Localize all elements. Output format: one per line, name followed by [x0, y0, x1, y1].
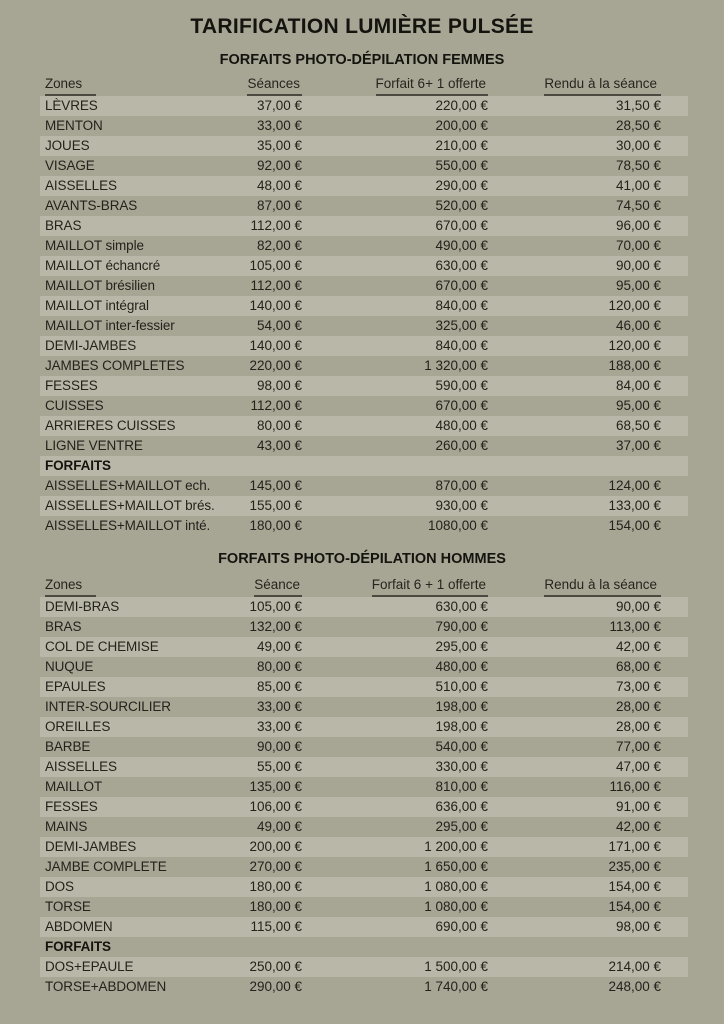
zone-cell: OREILLES: [45, 719, 111, 734]
seance-price-cell: 220,00 €: [249, 358, 302, 373]
table-row: [40, 496, 688, 516]
zone-cell: MAILLOT brésilien: [45, 278, 155, 293]
seance-price-cell: 33,00 €: [256, 699, 302, 714]
seance-price-cell: 145,00 €: [249, 478, 302, 493]
rendu-price-cell: 37,00 €: [615, 438, 661, 453]
table-row: [40, 837, 688, 857]
rendu-price-cell: 95,00 €: [615, 278, 661, 293]
table-row: [40, 697, 688, 717]
zone-cell: AVANTS-BRAS: [45, 198, 138, 213]
forfait-price-cell: 690,00 €: [435, 919, 488, 934]
forfait-price-cell: 480,00 €: [435, 418, 488, 433]
zone-cell: JAMBES COMPLETES: [45, 358, 185, 373]
rendu-price-cell: 74,50 €: [615, 198, 661, 213]
table-rows-hommes: [40, 597, 688, 997]
table-row: [40, 516, 688, 536]
zone-cell: MENTON: [45, 118, 103, 133]
forfait-price-cell: 295,00 €: [435, 819, 488, 834]
row-spacer: [661, 276, 688, 296]
column-header-seance-label: Séance: [254, 576, 302, 597]
seance-price-cell: 87,00 €: [256, 198, 302, 213]
forfait-price-cell: 630,00 €: [435, 599, 488, 614]
table-header-row: [40, 576, 688, 597]
rendu-price-cell: 28,00 €: [615, 699, 661, 714]
table-row: [40, 316, 688, 336]
forfait-price-cell: 210,00 €: [435, 138, 488, 153]
row-spacer: [661, 977, 688, 997]
rendu-price-cell: 154,00 €: [608, 879, 661, 894]
seance-price-cell: 85,00 €: [256, 679, 302, 694]
table-row: [40, 416, 688, 436]
forfait-price-cell: 1 650,00 €: [424, 859, 488, 874]
forfait-price-cell: 1 320,00 €: [424, 358, 488, 373]
table-row: [40, 476, 688, 496]
rendu-price-cell: 41,00 €: [615, 178, 661, 193]
column-header-rendu-label: Rendu à la séance: [544, 576, 661, 597]
zone-cell: CUISSES: [45, 398, 104, 413]
rendu-price-cell: [488, 456, 661, 476]
forfait-price-cell: 930,00 €: [435, 498, 488, 513]
row-spacer: [661, 376, 688, 396]
row-spacer: [661, 877, 688, 897]
zone-cell: MAINS: [45, 819, 88, 834]
zone-cell: ABDOMEN: [45, 919, 113, 934]
rendu-price-cell: 124,00 €: [608, 478, 661, 493]
forfait-price-cell: 1 500,00 €: [424, 959, 488, 974]
forfait-price-cell: 520,00 €: [435, 198, 488, 213]
price-table-hommes: [40, 576, 688, 997]
zone-cell: DOS+EPAULE: [45, 959, 134, 974]
table-row: [40, 597, 688, 617]
forfait-price-cell: 636,00 €: [435, 799, 488, 814]
seance-price-cell: 115,00 €: [250, 919, 302, 934]
rendu-price-cell: 42,00 €: [615, 639, 661, 654]
zone-cell: INTER-SOURCILIER: [45, 699, 171, 714]
row-spacer: [661, 957, 688, 977]
rendu-price-cell: 28,50 €: [615, 118, 661, 133]
seance-price-cell: 90,00 €: [256, 739, 302, 754]
rendu-price-cell: 248,00 €: [608, 979, 661, 994]
row-spacer: [661, 617, 688, 637]
forfait-price-cell: 198,00 €: [435, 699, 488, 714]
row-spacer: [661, 156, 688, 176]
zone-cell: AISSELLES: [45, 178, 117, 193]
zone-cell: AISSELLES: [45, 759, 117, 774]
forfait-price-cell: 200,00 €: [435, 118, 488, 133]
section-row: [40, 456, 688, 476]
seance-price-cell: 180,00 €: [249, 879, 302, 894]
seance-price-cell: 43,00 €: [256, 438, 302, 453]
rendu-price-cell: 235,00 €: [608, 859, 661, 874]
column-header-rendu: [488, 75, 661, 96]
row-spacer: [661, 717, 688, 737]
column-header-seance: [190, 576, 302, 597]
seance-price-cell: 55,00 €: [256, 759, 302, 774]
zone-cell: DEMI-JAMBES: [45, 338, 137, 353]
column-header-zones-label: Zones: [45, 75, 96, 96]
row-spacer: [661, 597, 688, 617]
row-spacer: [661, 416, 688, 436]
forfait-price-cell: 295,00 €: [435, 639, 488, 654]
row-spacer: [661, 496, 688, 516]
forfait-price-cell: 540,00 €: [435, 739, 488, 754]
row-spacer: [661, 356, 688, 376]
seance-price-cell: 250,00 €: [249, 959, 302, 974]
forfait-price-cell: 1 080,00 €: [424, 899, 488, 914]
seance-price-cell: 105,00 €: [249, 599, 302, 614]
row-spacer: [661, 296, 688, 316]
rendu-price-cell: 98,00 €: [615, 919, 661, 934]
column-header-zones: [40, 75, 190, 96]
column-header-rendu: [488, 576, 661, 597]
table-row: [40, 436, 688, 456]
seance-price-cell: 112,00 €: [250, 278, 302, 293]
forfait-price-cell: 670,00 €: [435, 218, 488, 233]
section-title-cell: FORFAITS: [45, 458, 111, 473]
rendu-price-cell: 133,00 €: [608, 498, 661, 513]
zone-cell: AISSELLES+MAILLOT ech.: [45, 478, 211, 493]
zone-cell: AISSELLES+MAILLOT inté.: [45, 518, 211, 533]
row-spacer: [661, 196, 688, 216]
table-row: [40, 617, 688, 637]
zone-cell: LÈVRES: [45, 98, 98, 113]
zone-cell: COL DE CHEMISE: [45, 639, 159, 654]
table-row: [40, 256, 688, 276]
table-row: [40, 877, 688, 897]
rendu-price-cell: 91,00 €: [615, 799, 661, 814]
seance-price-cell: 200,00 €: [249, 839, 302, 854]
table-row: [40, 336, 688, 356]
row-spacer: [661, 96, 688, 116]
forfait-price-cell: 1 740,00 €: [424, 979, 488, 994]
seance-price-cell: 112,00 €: [250, 218, 302, 233]
rendu-price-cell: 70,00 €: [615, 238, 661, 253]
row-spacer: [661, 777, 688, 797]
rendu-price-cell: 214,00 €: [608, 959, 661, 974]
table-row: [40, 797, 688, 817]
table-row: [40, 737, 688, 757]
zone-cell: NUQUE: [45, 659, 94, 674]
table-row: [40, 777, 688, 797]
row-spacer: [661, 857, 688, 877]
zone-cell: MAILLOT intégral: [45, 298, 149, 313]
forfait-price-cell: 550,00 €: [435, 158, 488, 173]
table-row: [40, 657, 688, 677]
forfait-price-cell: 810,00 €: [435, 779, 488, 794]
forfait-price-cell: 490,00 €: [435, 238, 488, 253]
zone-cell: MAILLOT inter-fessier: [45, 318, 175, 333]
row-spacer: [661, 336, 688, 356]
row-spacer: [661, 216, 688, 236]
zone-cell: DEMI-JAMBES: [45, 839, 137, 854]
forfait-price-cell: 1080,00 €: [427, 518, 488, 533]
rendu-price-cell: 90,00 €: [615, 258, 661, 273]
table-row: [40, 757, 688, 777]
table-row: [40, 216, 688, 236]
forfait-price-cell: 840,00 €: [435, 338, 488, 353]
rendu-price-cell: 84,00 €: [615, 378, 661, 393]
table-row: [40, 96, 688, 116]
rendu-price-cell: 31,50 €: [615, 98, 661, 113]
table-row: [40, 897, 688, 917]
zone-cell: FESSES: [45, 799, 98, 814]
rendu-price-cell: 77,00 €: [615, 739, 661, 754]
section-row: [40, 937, 688, 957]
column-header-forfait: [302, 576, 488, 597]
seance-price-cell: 180,00 €: [249, 518, 302, 533]
zone-cell: MAILLOT simple: [45, 238, 144, 253]
seance-price-cell: 80,00 €: [256, 659, 302, 674]
seance-price-cell: 92,00 €: [256, 158, 302, 173]
rendu-price-cell: 78,50 €: [615, 158, 661, 173]
zone-cell: BRAS: [45, 619, 82, 634]
seance-price-cell: 49,00 €: [256, 639, 302, 654]
column-header-zones: [40, 576, 190, 597]
rendu-price-cell: 113,00 €: [609, 619, 661, 634]
seance-price-cell: 33,00 €: [256, 118, 302, 133]
row-spacer: [661, 797, 688, 817]
forfait-price-cell: 630,00 €: [435, 258, 488, 273]
seance-price-cell: [190, 456, 302, 476]
forfait-price-cell: 290,00 €: [435, 178, 488, 193]
seance-price-cell: 106,00 €: [249, 799, 302, 814]
rendu-price-cell: 28,00 €: [615, 719, 661, 734]
row-spacer: [661, 456, 688, 476]
seance-price-cell: 82,00 €: [256, 238, 302, 253]
rendu-price-cell: 171,00 €: [608, 839, 661, 854]
section-subtitle-femmes: FORFAITS PHOTO-DÉPILATION FEMMES: [219, 52, 505, 68]
seance-price-cell: 112,00 €: [250, 398, 302, 413]
rendu-price-cell: 30,00 €: [615, 138, 661, 153]
table-rows-femmes: [40, 96, 688, 536]
forfait-price-cell: 670,00 €: [435, 398, 488, 413]
row-spacer: [661, 697, 688, 717]
zone-cell: MAILLOT: [45, 779, 103, 794]
section-title-cell: FORFAITS: [45, 939, 111, 954]
row-spacer: [661, 737, 688, 757]
seance-price-cell: 49,00 €: [256, 819, 302, 834]
zone-cell: BRAS: [45, 218, 82, 233]
row-spacer: [661, 637, 688, 657]
forfait-price-cell: 198,00 €: [435, 719, 488, 734]
zone-cell: FESSES: [45, 378, 98, 393]
seance-price-cell: [190, 937, 302, 957]
table-row: [40, 376, 688, 396]
table-row: [40, 857, 688, 877]
rendu-price-cell: 96,00 €: [615, 218, 661, 233]
table-header-row: [40, 75, 688, 96]
row-spacer: [661, 136, 688, 156]
table-row: [40, 977, 688, 997]
column-header-forfait: [302, 75, 488, 96]
seance-price-cell: 35,00 €: [256, 138, 302, 153]
row-spacer: [661, 436, 688, 456]
row-spacer: [661, 316, 688, 336]
rendu-price-cell: 120,00 €: [608, 338, 661, 353]
table-row: [40, 276, 688, 296]
forfait-price-cell: 480,00 €: [435, 659, 488, 674]
row-spacer: [661, 837, 688, 857]
rendu-price-cell: 120,00 €: [608, 298, 661, 313]
row-spacer: [661, 757, 688, 777]
column-header-forfait-label: Forfait 6 + 1 offerte: [372, 576, 488, 597]
rendu-price-cell: 42,00 €: [615, 819, 661, 834]
forfait-price-cell: 670,00 €: [435, 278, 488, 293]
rendu-price-cell: 73,00 €: [615, 679, 661, 694]
rendu-price-cell: 47,00 €: [615, 759, 661, 774]
forfait-price-cell: 590,00 €: [435, 378, 488, 393]
row-spacer: [661, 516, 688, 536]
forfait-price-cell: 790,00 €: [435, 619, 488, 634]
table-row: [40, 296, 688, 316]
row-spacer: [661, 917, 688, 937]
seance-price-cell: 180,00 €: [249, 899, 302, 914]
forfait-price-cell: 1 200,00 €: [424, 839, 488, 854]
column-header-zones-label: Zones: [45, 576, 96, 597]
table-row: [40, 817, 688, 837]
zone-cell: DOS: [45, 879, 74, 894]
zone-cell: ARRIERES CUISSES: [45, 418, 176, 433]
seance-price-cell: 270,00 €: [249, 859, 302, 874]
zone-cell: DEMI-BRAS: [45, 599, 120, 614]
forfait-price-cell: 260,00 €: [435, 438, 488, 453]
rendu-price-cell: 68,50 €: [615, 418, 661, 433]
seance-price-cell: 54,00 €: [256, 318, 302, 333]
rendu-price-cell: 116,00 €: [609, 779, 661, 794]
column-header-forfait-label: Forfait 6+ 1 offerte: [376, 75, 488, 96]
table-row: [40, 356, 688, 376]
rendu-price-cell: 154,00 €: [608, 518, 661, 533]
table-row: [40, 677, 688, 697]
page-title: TARIFICATION LUMIÈRE PULSÉE: [190, 15, 534, 38]
table-row: [40, 196, 688, 216]
rendu-price-cell: 68,00 €: [615, 659, 661, 674]
zone-cell: BARBE: [45, 739, 91, 754]
seance-price-cell: 98,00 €: [256, 378, 302, 393]
zone-cell: TORSE+ABDOMEN: [45, 979, 167, 994]
row-spacer: [661, 236, 688, 256]
row-spacer: [661, 677, 688, 697]
table-row: [40, 637, 688, 657]
table-row: [40, 396, 688, 416]
forfait-price-cell: 330,00 €: [435, 759, 488, 774]
zone-cell: JOUES: [45, 138, 90, 153]
table-row: [40, 156, 688, 176]
seance-price-cell: 37,00 €: [256, 98, 302, 113]
table-row: [40, 136, 688, 156]
zone-cell: EPAULES: [45, 679, 106, 694]
row-spacer: [661, 256, 688, 276]
forfait-price-cell: [302, 937, 488, 957]
zone-cell: JAMBE COMPLETE: [45, 859, 167, 874]
zone-cell: VISAGE: [45, 158, 95, 173]
seance-price-cell: 105,00 €: [249, 258, 302, 273]
price-table-femmes: [40, 75, 688, 536]
seance-price-cell: 290,00 €: [249, 979, 302, 994]
seance-price-cell: 140,00 €: [249, 298, 302, 313]
zone-cell: MAILLOT échancré: [45, 258, 161, 273]
table-row: [40, 917, 688, 937]
seance-price-cell: 132,00 €: [249, 619, 302, 634]
rendu-price-cell: 188,00 €: [608, 358, 661, 373]
row-spacer: [661, 176, 688, 196]
seance-price-cell: 140,00 €: [249, 338, 302, 353]
seance-price-cell: 80,00 €: [256, 418, 302, 433]
table-row: [40, 717, 688, 737]
seance-price-cell: 135,00 €: [249, 779, 302, 794]
zone-cell: AISSELLES+MAILLOT brés.: [45, 498, 215, 513]
row-spacer: [661, 937, 688, 957]
seance-price-cell: 155,00 €: [249, 498, 302, 513]
forfait-price-cell: 220,00 €: [435, 98, 488, 113]
row-spacer: [661, 817, 688, 837]
rendu-price-cell: 154,00 €: [608, 899, 661, 914]
forfait-price-cell: 325,00 €: [435, 318, 488, 333]
row-spacer: [661, 897, 688, 917]
table-row: [40, 236, 688, 256]
forfait-price-cell: 870,00 €: [435, 478, 488, 493]
row-spacer: [661, 476, 688, 496]
seance-price-cell: 33,00 €: [256, 719, 302, 734]
forfait-price-cell: 510,00 €: [435, 679, 488, 694]
row-spacer: [661, 657, 688, 677]
rendu-price-cell: 95,00 €: [615, 398, 661, 413]
row-spacer: [661, 396, 688, 416]
rendu-price-cell: [488, 937, 661, 957]
row-spacer: [661, 116, 688, 136]
seance-price-cell: 48,00 €: [256, 178, 302, 193]
column-header-seances: [190, 75, 302, 96]
zone-cell: TORSE: [45, 899, 91, 914]
table-row: [40, 116, 688, 136]
table-row: [40, 957, 688, 977]
column-header-seances-label: Séances: [247, 75, 302, 96]
forfait-price-cell: [302, 456, 488, 476]
forfait-price-cell: 1 080,00 €: [424, 879, 488, 894]
table-row: [40, 176, 688, 196]
section-subtitle-hommes: FORFAITS PHOTO-DÉPILATION HOMMES: [218, 551, 506, 567]
column-header-rendu-label: Rendu à la séance: [544, 75, 661, 96]
rendu-price-cell: 90,00 €: [615, 599, 661, 614]
zone-cell: LIGNE VENTRE: [45, 438, 143, 453]
forfait-price-cell: 840,00 €: [435, 298, 488, 313]
rendu-price-cell: 46,00 €: [615, 318, 661, 333]
